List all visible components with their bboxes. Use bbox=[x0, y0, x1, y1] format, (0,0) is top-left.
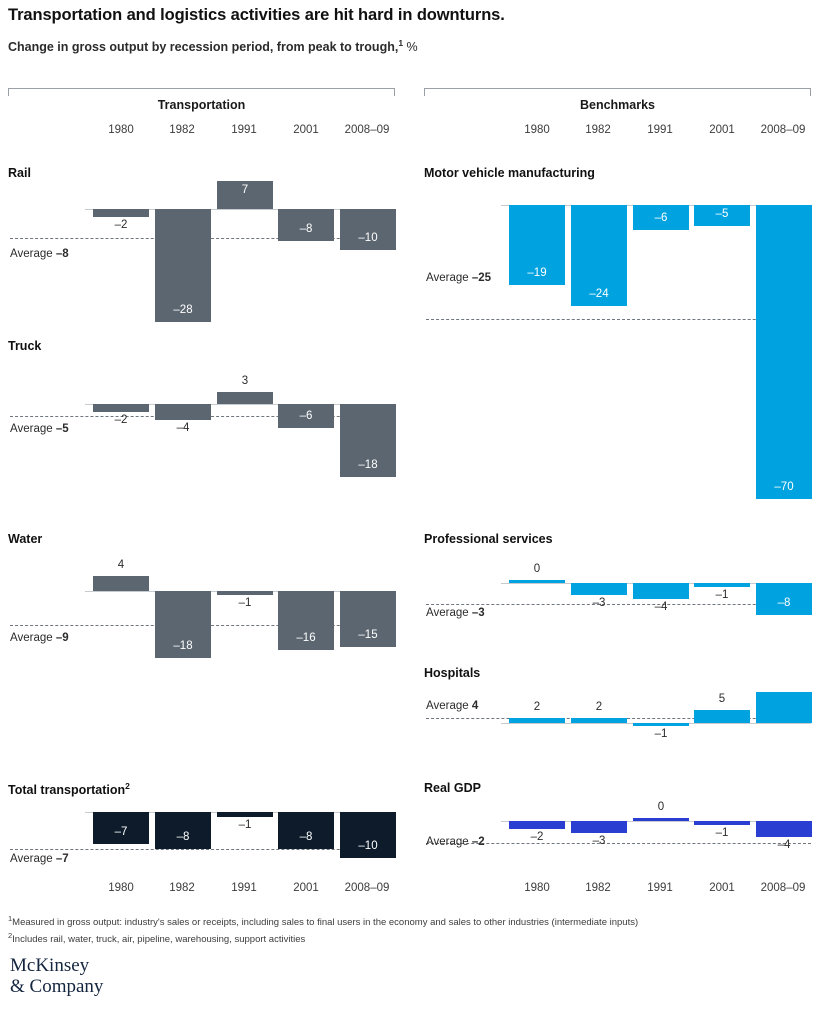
bottom-years-right bbox=[424, 882, 811, 902]
year-label-1982: 1982 bbox=[585, 882, 611, 894]
bar-hospitals-1991 bbox=[633, 723, 689, 726]
year-label-2008-09: 2008–09 bbox=[344, 124, 390, 136]
year-label-1980: 1980 bbox=[524, 124, 550, 136]
page-subtitle bbox=[8, 38, 418, 54]
bar-value-label: 3 bbox=[241, 374, 249, 387]
bar-value-label: –19 bbox=[527, 266, 547, 279]
bar-value-label: –15 bbox=[358, 628, 378, 641]
bar-value-label: –3 bbox=[592, 597, 606, 609]
footnote-1 bbox=[8, 912, 638, 929]
bar-motor-vehicle-manufacturing-2008–09 bbox=[756, 205, 812, 499]
average-label: Average 4 bbox=[426, 700, 479, 712]
bar-value-label: –2 bbox=[530, 831, 544, 843]
bottom-years-left bbox=[8, 882, 395, 902]
group-title-professional-services: Professional services bbox=[424, 532, 553, 546]
year-label-2001: 2001 bbox=[709, 882, 735, 894]
year-label-1991: 1991 bbox=[231, 124, 257, 136]
bar-hospitals-2001 bbox=[694, 710, 750, 723]
bar-value-label: –2 bbox=[114, 414, 128, 427]
average-value: –25 bbox=[471, 272, 492, 284]
panel-transportation-title: Transportation bbox=[157, 98, 246, 112]
bar-real-gdp-2008–09 bbox=[756, 821, 812, 837]
bar-value-label: –18 bbox=[358, 458, 378, 471]
bar-value-label: –4 bbox=[777, 839, 791, 851]
year-label-1982: 1982 bbox=[169, 882, 195, 894]
mckinsey-logo bbox=[10, 955, 103, 997]
bar-value-label: –10 bbox=[358, 231, 378, 244]
average-value: –9 bbox=[55, 632, 69, 644]
footnote-2-marker: 2 bbox=[8, 931, 13, 941]
panel-benchmarks-title: Benchmarks bbox=[579, 98, 656, 112]
average-value: –8 bbox=[55, 248, 69, 260]
bar-value-label: –5 bbox=[715, 208, 729, 220]
bar-real-gdp-1982 bbox=[571, 821, 627, 833]
bar-water-1991 bbox=[217, 591, 273, 595]
footnote-1-text: Measured in gross output: industry's sales or receipts, including sales to final users in the economy and sales to other industries (intermediate inputs) bbox=[12, 917, 639, 929]
footnote-2-text: Includes rail, water, truck, air, pipeline, warehousing, support activities bbox=[12, 934, 306, 946]
bar-value-label: –1 bbox=[715, 589, 729, 601]
bar-value-label: –3 bbox=[592, 835, 606, 847]
panel-benchmarks bbox=[424, 88, 811, 146]
bar-value-label: –8 bbox=[299, 830, 313, 843]
bar-value-label: 2 bbox=[533, 700, 541, 713]
bar-value-label: –18 bbox=[173, 639, 193, 652]
bar-value-label: –8 bbox=[299, 223, 313, 236]
bar-value-label: –7 bbox=[114, 826, 128, 839]
bar-professional-services-1991 bbox=[633, 583, 689, 599]
bar-value-label: –8 bbox=[777, 597, 791, 609]
bar-value-label: –6 bbox=[654, 212, 668, 225]
bar-value-label: –6 bbox=[299, 410, 313, 423]
average-value: –3 bbox=[471, 607, 485, 619]
bar-hospitals-2008–09 bbox=[756, 692, 812, 723]
bar-hospitals-1982 bbox=[571, 718, 627, 723]
average-value: –5 bbox=[55, 423, 69, 435]
bar-value-label: –70 bbox=[774, 481, 794, 493]
subtitle-footnote-marker: 1 bbox=[398, 38, 404, 48]
bar-value-label: –4 bbox=[654, 601, 668, 613]
average-label: Average –7 bbox=[10, 853, 69, 865]
group-title-real-gdp: Real GDP bbox=[424, 781, 481, 795]
bar-value-label: –1 bbox=[715, 827, 729, 839]
bar-value-label: –24 bbox=[589, 287, 609, 300]
bar-value-label: 4 bbox=[117, 559, 125, 572]
bar-value-label: 2 bbox=[595, 700, 603, 713]
bar-value-label: –1 bbox=[238, 818, 252, 831]
bar-value-label: 0 bbox=[533, 563, 541, 575]
footnotes bbox=[8, 912, 638, 946]
bar-value-label: –2 bbox=[114, 219, 128, 232]
bar-value-label: –16 bbox=[296, 632, 316, 645]
page-title: Transportation and logistics activities are hit hard in downturns. bbox=[8, 6, 505, 24]
group-title-hospitals: Hospitals bbox=[424, 666, 481, 680]
subtitle-unit: % bbox=[406, 40, 418, 55]
logo-line-1: McKinsey bbox=[10, 955, 90, 976]
average-label: Average –3 bbox=[426, 607, 485, 619]
average-value: –2 bbox=[471, 836, 485, 848]
bar-real-gdp-2001 bbox=[694, 821, 750, 825]
year-label-2001: 2001 bbox=[293, 124, 319, 136]
year-label-1980: 1980 bbox=[108, 124, 134, 136]
footnote-2 bbox=[8, 929, 638, 946]
bar-professional-services-1980 bbox=[509, 580, 565, 583]
year-header-right bbox=[424, 124, 811, 146]
average-label: Average –9 bbox=[10, 632, 69, 644]
bar-value-label: –1 bbox=[238, 596, 252, 609]
average-label: Average –8 bbox=[10, 248, 69, 260]
bar-truck-1991 bbox=[217, 392, 273, 404]
year-label-1991: 1991 bbox=[647, 124, 673, 136]
year-label-2008-09: 2008–09 bbox=[760, 124, 806, 136]
bar-professional-services-1982 bbox=[571, 583, 627, 595]
year-label-2008-09: 2008–09 bbox=[344, 882, 390, 894]
bar-real-gdp-1980 bbox=[509, 821, 565, 829]
group-title-water: Water bbox=[8, 532, 43, 546]
year-label-2001: 2001 bbox=[709, 124, 735, 136]
year-label-2001: 2001 bbox=[293, 882, 319, 894]
year-label-1982: 1982 bbox=[585, 124, 611, 136]
bar-total-transportation-1991 bbox=[217, 812, 273, 817]
bar-truck-1982 bbox=[155, 404, 211, 420]
footnote-1-marker: 1 bbox=[8, 914, 13, 923]
average-label: Average –5 bbox=[10, 423, 69, 435]
group-title-rail: Rail bbox=[8, 166, 31, 180]
average-value: –7 bbox=[55, 853, 69, 865]
year-label-1991: 1991 bbox=[647, 882, 673, 894]
panel-benchmarks-header bbox=[424, 88, 811, 118]
bar-value-label: –4 bbox=[176, 422, 190, 435]
bar-value-label: 0 bbox=[657, 801, 665, 813]
year-header-left bbox=[8, 124, 395, 146]
group-title-footnote-marker: 2 bbox=[125, 781, 130, 791]
bar-value-label: 7 bbox=[241, 183, 249, 196]
panel-transportation bbox=[8, 88, 395, 146]
bar-value-label: –28 bbox=[173, 304, 193, 317]
bar-value-label: 5 bbox=[718, 693, 726, 705]
subtitle-text: Change in gross output by recession period, from peak to trough, bbox=[8, 40, 399, 55]
bar-value-label: –1 bbox=[654, 728, 668, 740]
panel-transportation-header bbox=[8, 88, 395, 118]
panel-rule bbox=[424, 88, 811, 89]
average-line bbox=[426, 319, 811, 320]
group-title-total-transportation: Total transportation$^2$ bbox=[8, 781, 130, 798]
bar-value-label: –8 bbox=[176, 830, 190, 843]
group-title-truck: Truck bbox=[8, 339, 42, 353]
group-title-motor-vehicle-manufacturing: Motor vehicle manufacturing bbox=[424, 166, 595, 180]
year-label-1991: 1991 bbox=[231, 882, 257, 894]
bar-professional-services-2001 bbox=[694, 583, 750, 587]
average-label: Average –25 bbox=[426, 272, 492, 284]
year-label-1980: 1980 bbox=[524, 882, 550, 894]
year-label-1980: 1980 bbox=[108, 882, 134, 894]
bar-hospitals-1980 bbox=[509, 718, 565, 723]
year-label-2008-09: 2008–09 bbox=[760, 882, 806, 894]
bar-water-1980 bbox=[93, 576, 149, 591]
bar-value-label: –10 bbox=[358, 840, 378, 852]
year-label-1982: 1982 bbox=[169, 124, 195, 136]
average-value: 4 bbox=[471, 700, 479, 712]
bar-truck-1980 bbox=[93, 404, 149, 412]
logo-line-2: & Company bbox=[10, 976, 104, 997]
average-label: Average –2 bbox=[426, 836, 485, 848]
panel-rule bbox=[8, 88, 395, 89]
bar-rail-1980 bbox=[93, 209, 149, 217]
bar-real-gdp-1991 bbox=[633, 818, 689, 821]
